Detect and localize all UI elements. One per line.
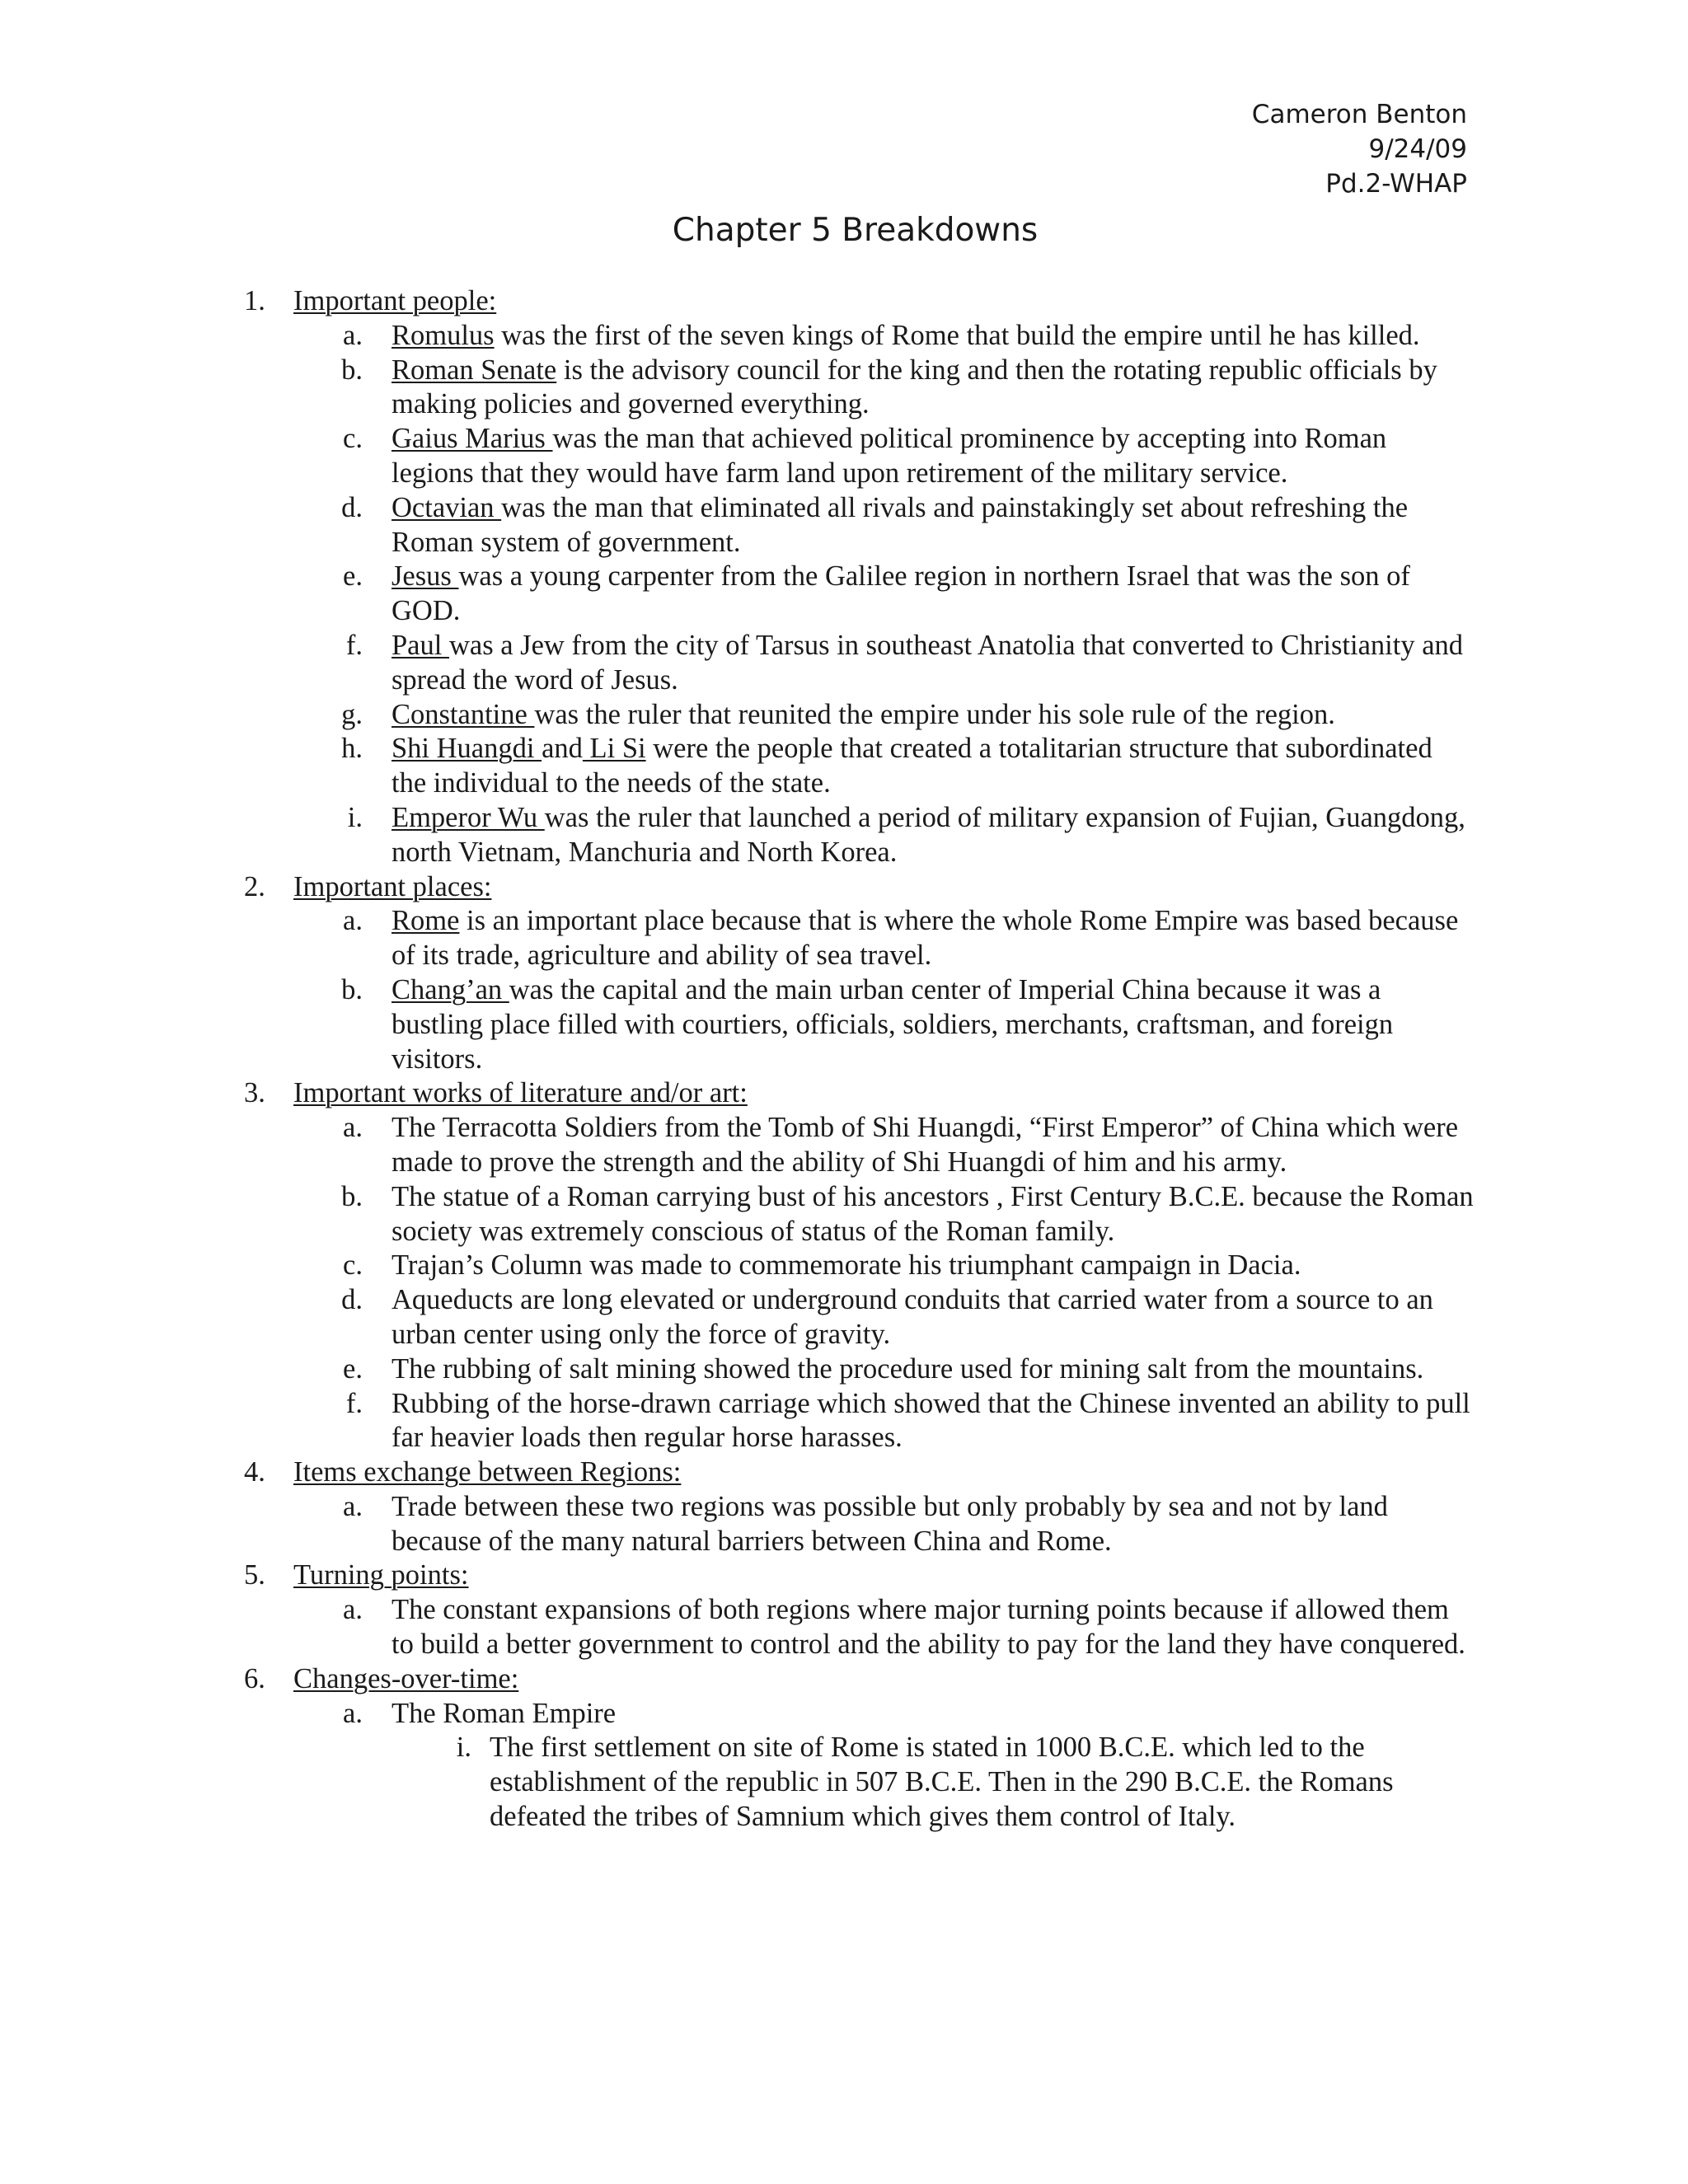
item-marker: g. bbox=[341, 698, 363, 730]
author-period: Pd.2-WHAP bbox=[1325, 169, 1467, 199]
list-item bbox=[0, 1352, 1688, 1387]
list-item bbox=[0, 1697, 1688, 1732]
item-marker: b. bbox=[341, 973, 363, 1005]
item-term: Constantine bbox=[392, 698, 535, 730]
list-item bbox=[0, 1387, 1688, 1456]
section-heading bbox=[0, 1076, 1688, 1111]
item-text: was a Jew from the city of Tarsus in southeast Anatolia that converted to Christianity and spread the word of Jesus. bbox=[392, 629, 1464, 696]
item-text: is an important place because that is where the whole Rome Empire was based because of its trade, agriculture and ability of sea travel. bbox=[392, 905, 1459, 972]
section-heading bbox=[0, 284, 1688, 319]
list-item bbox=[0, 319, 1688, 354]
item-text: was a young carpenter from the Galilee region in northern Israel that was the son of GOD. bbox=[392, 560, 1410, 627]
item-text: was the capital and the main urban center of Imperial China because it was a bustling place filled with courtiers, officials, soldiers, merchants, craftsman, and foreign visitors. bbox=[392, 973, 1394, 1075]
item-text: Trajan’s Column was made to commemorate his triumphant campaign in Dacia. bbox=[392, 1249, 1301, 1282]
item-text: was the man that eliminated all rivals and painstakingly set about refreshing the Roman system of government. bbox=[392, 491, 1409, 558]
item-text: Aqueducts are long elevated or underground conduits that carried water from a source to an urban center using only the force of gravity. bbox=[392, 1284, 1433, 1350]
section-number: 6. bbox=[244, 1662, 265, 1694]
item-text: The Roman Empire bbox=[392, 1697, 617, 1729]
list-item bbox=[0, 904, 1688, 973]
item-marker: a. bbox=[343, 1112, 363, 1144]
author-date: 9/24/09 bbox=[1368, 134, 1467, 164]
item-term: Jesus bbox=[392, 560, 459, 593]
section-items-exchange bbox=[0, 1455, 1688, 1558]
item-marker: e. bbox=[343, 1352, 363, 1385]
item-text: The statue of a Roman carrying bust of his ancestors , First Century B.C.E. because the Roman society was extremely conscious of status of the Roman family. bbox=[392, 1180, 1474, 1247]
sub-list-item bbox=[0, 1731, 1688, 1834]
list-item bbox=[0, 1593, 1688, 1662]
section-heading bbox=[0, 1455, 1688, 1490]
item-marker: a. bbox=[343, 1490, 363, 1522]
list-item bbox=[0, 1180, 1688, 1249]
item-marker: a. bbox=[343, 1594, 363, 1626]
section-number: 5. bbox=[244, 1559, 265, 1591]
subitem-marker: i. bbox=[456, 1732, 471, 1764]
item-term: Octavian bbox=[392, 491, 502, 523]
item-marker: a. bbox=[343, 319, 363, 351]
item-term: Chang’an bbox=[392, 973, 509, 1005]
subitem-text: The first settlement on site of Rome is stated in 1000 B.C.E. which led to the establishment of the republic in 507 B.C.E. Then in the 290 B.C.E. the Romans defeated the tribes of Samnium which gives them control of Italy. bbox=[490, 1732, 1394, 1833]
item-marker: a. bbox=[343, 905, 363, 937]
list-item bbox=[0, 491, 1688, 560]
item-text: was the ruler that reunited the empire under his sole rule of the region. bbox=[534, 698, 1335, 730]
section-heading bbox=[0, 1662, 1688, 1697]
section-title: Turning points: bbox=[293, 1559, 469, 1591]
section-title: Important places: bbox=[293, 870, 492, 902]
item-marker: d. bbox=[341, 1284, 363, 1316]
section-number: 2. bbox=[244, 870, 265, 902]
section-number: 4. bbox=[244, 1456, 265, 1488]
list-item bbox=[0, 732, 1688, 801]
section-heading bbox=[0, 870, 1688, 905]
item-marker: e. bbox=[343, 560, 363, 593]
list-item bbox=[0, 698, 1688, 733]
item-term-2: Li Si bbox=[582, 733, 646, 765]
item-marker: c. bbox=[343, 1249, 363, 1282]
list-item bbox=[0, 422, 1688, 491]
item-term: Roman Senate bbox=[392, 354, 557, 386]
item-text: The rubbing of salt mining showed the procedure used for mining salt from the mountains. bbox=[392, 1352, 1424, 1385]
item-marker: d. bbox=[341, 491, 363, 523]
section-turning-points bbox=[0, 1558, 1688, 1661]
section-title: Items exchange between Regions: bbox=[293, 1456, 682, 1488]
section-title: Important people: bbox=[293, 285, 497, 316]
section-important-places bbox=[0, 870, 1688, 1077]
item-text: Rubbing of the horse-drawn carriage which showed that the Chinese invented an ability to pull far heavier loads then regular horse harasses. bbox=[392, 1387, 1470, 1454]
section-number: 1. bbox=[244, 285, 265, 316]
item-term: Gaius Marius bbox=[392, 423, 553, 455]
list-item bbox=[0, 973, 1688, 1076]
item-text: The Terracotta Soldiers from the Tomb of Shi Huangdi, “First Emperor” of China which were made to prove the strength and the ability of Shi Huangdi of him and his army. bbox=[392, 1112, 1459, 1178]
section-literature-art bbox=[0, 1076, 1688, 1455]
item-marker: b. bbox=[341, 354, 363, 386]
section-changes-over-time bbox=[0, 1662, 1688, 1835]
item-marker: f. bbox=[345, 629, 363, 661]
item-text: was the ruler that launched a period of military expansion of Fujian, Guangdong, north Vietnam, Manchuria and North Korea. bbox=[392, 801, 1465, 868]
section-heading bbox=[0, 1558, 1688, 1593]
item-term: Shi Huangdi bbox=[392, 733, 542, 765]
list-item bbox=[0, 1283, 1688, 1352]
section-title: Important works of literature and/or art: bbox=[293, 1077, 748, 1109]
author-name: Cameron Benton bbox=[1251, 100, 1467, 129]
item-text: is the advisory council for the king and then the rotating republic officials by making policies and governed everything. bbox=[392, 354, 1437, 420]
item-connector: and bbox=[542, 733, 583, 765]
item-term: Emperor Wu bbox=[392, 801, 545, 833]
item-term: Romulus bbox=[392, 319, 495, 351]
section-important-people bbox=[0, 284, 1688, 870]
list-item bbox=[0, 629, 1688, 698]
item-term: Rome bbox=[392, 905, 460, 937]
item-marker: a. bbox=[343, 1697, 363, 1729]
item-marker: h. bbox=[341, 733, 363, 765]
item-marker: c. bbox=[343, 423, 363, 455]
section-number: 3. bbox=[244, 1077, 265, 1109]
item-marker: i. bbox=[347, 801, 363, 833]
item-text: were the people that created a totalitarian structure that subordinated the individual to the needs of the state. bbox=[392, 733, 1432, 799]
author-header bbox=[1252, 97, 1467, 201]
list-item bbox=[0, 1490, 1688, 1559]
item-text: was the man that achieved political prominence by accepting into Roman legions that they would have farm land upon retirement of the military service. bbox=[392, 423, 1387, 489]
page-title: Chapter 5 Breakdowns bbox=[672, 212, 1039, 249]
item-marker: b. bbox=[341, 1180, 363, 1212]
item-text: was the first of the seven kings of Rome that build the empire until he has killed. bbox=[494, 319, 1420, 351]
list-item bbox=[0, 1249, 1688, 1283]
list-item bbox=[0, 354, 1688, 423]
section-title: Changes-over-time: bbox=[293, 1662, 519, 1694]
list-item bbox=[0, 1111, 1688, 1180]
item-text: The constant expansions of both regions where major turning points because if allowed them to build a better government to control and the ability to pay for the land they have conquered. bbox=[392, 1594, 1465, 1661]
item-text: Trade between these two regions was possible but only probably by sea and not by land because of the many natural barriers between China and Rome. bbox=[392, 1490, 1388, 1557]
list-item bbox=[0, 560, 1688, 629]
item-term: Paul bbox=[392, 629, 449, 661]
outline-body bbox=[0, 284, 1688, 1835]
item-marker: f. bbox=[345, 1387, 363, 1419]
list-item bbox=[0, 801, 1688, 870]
